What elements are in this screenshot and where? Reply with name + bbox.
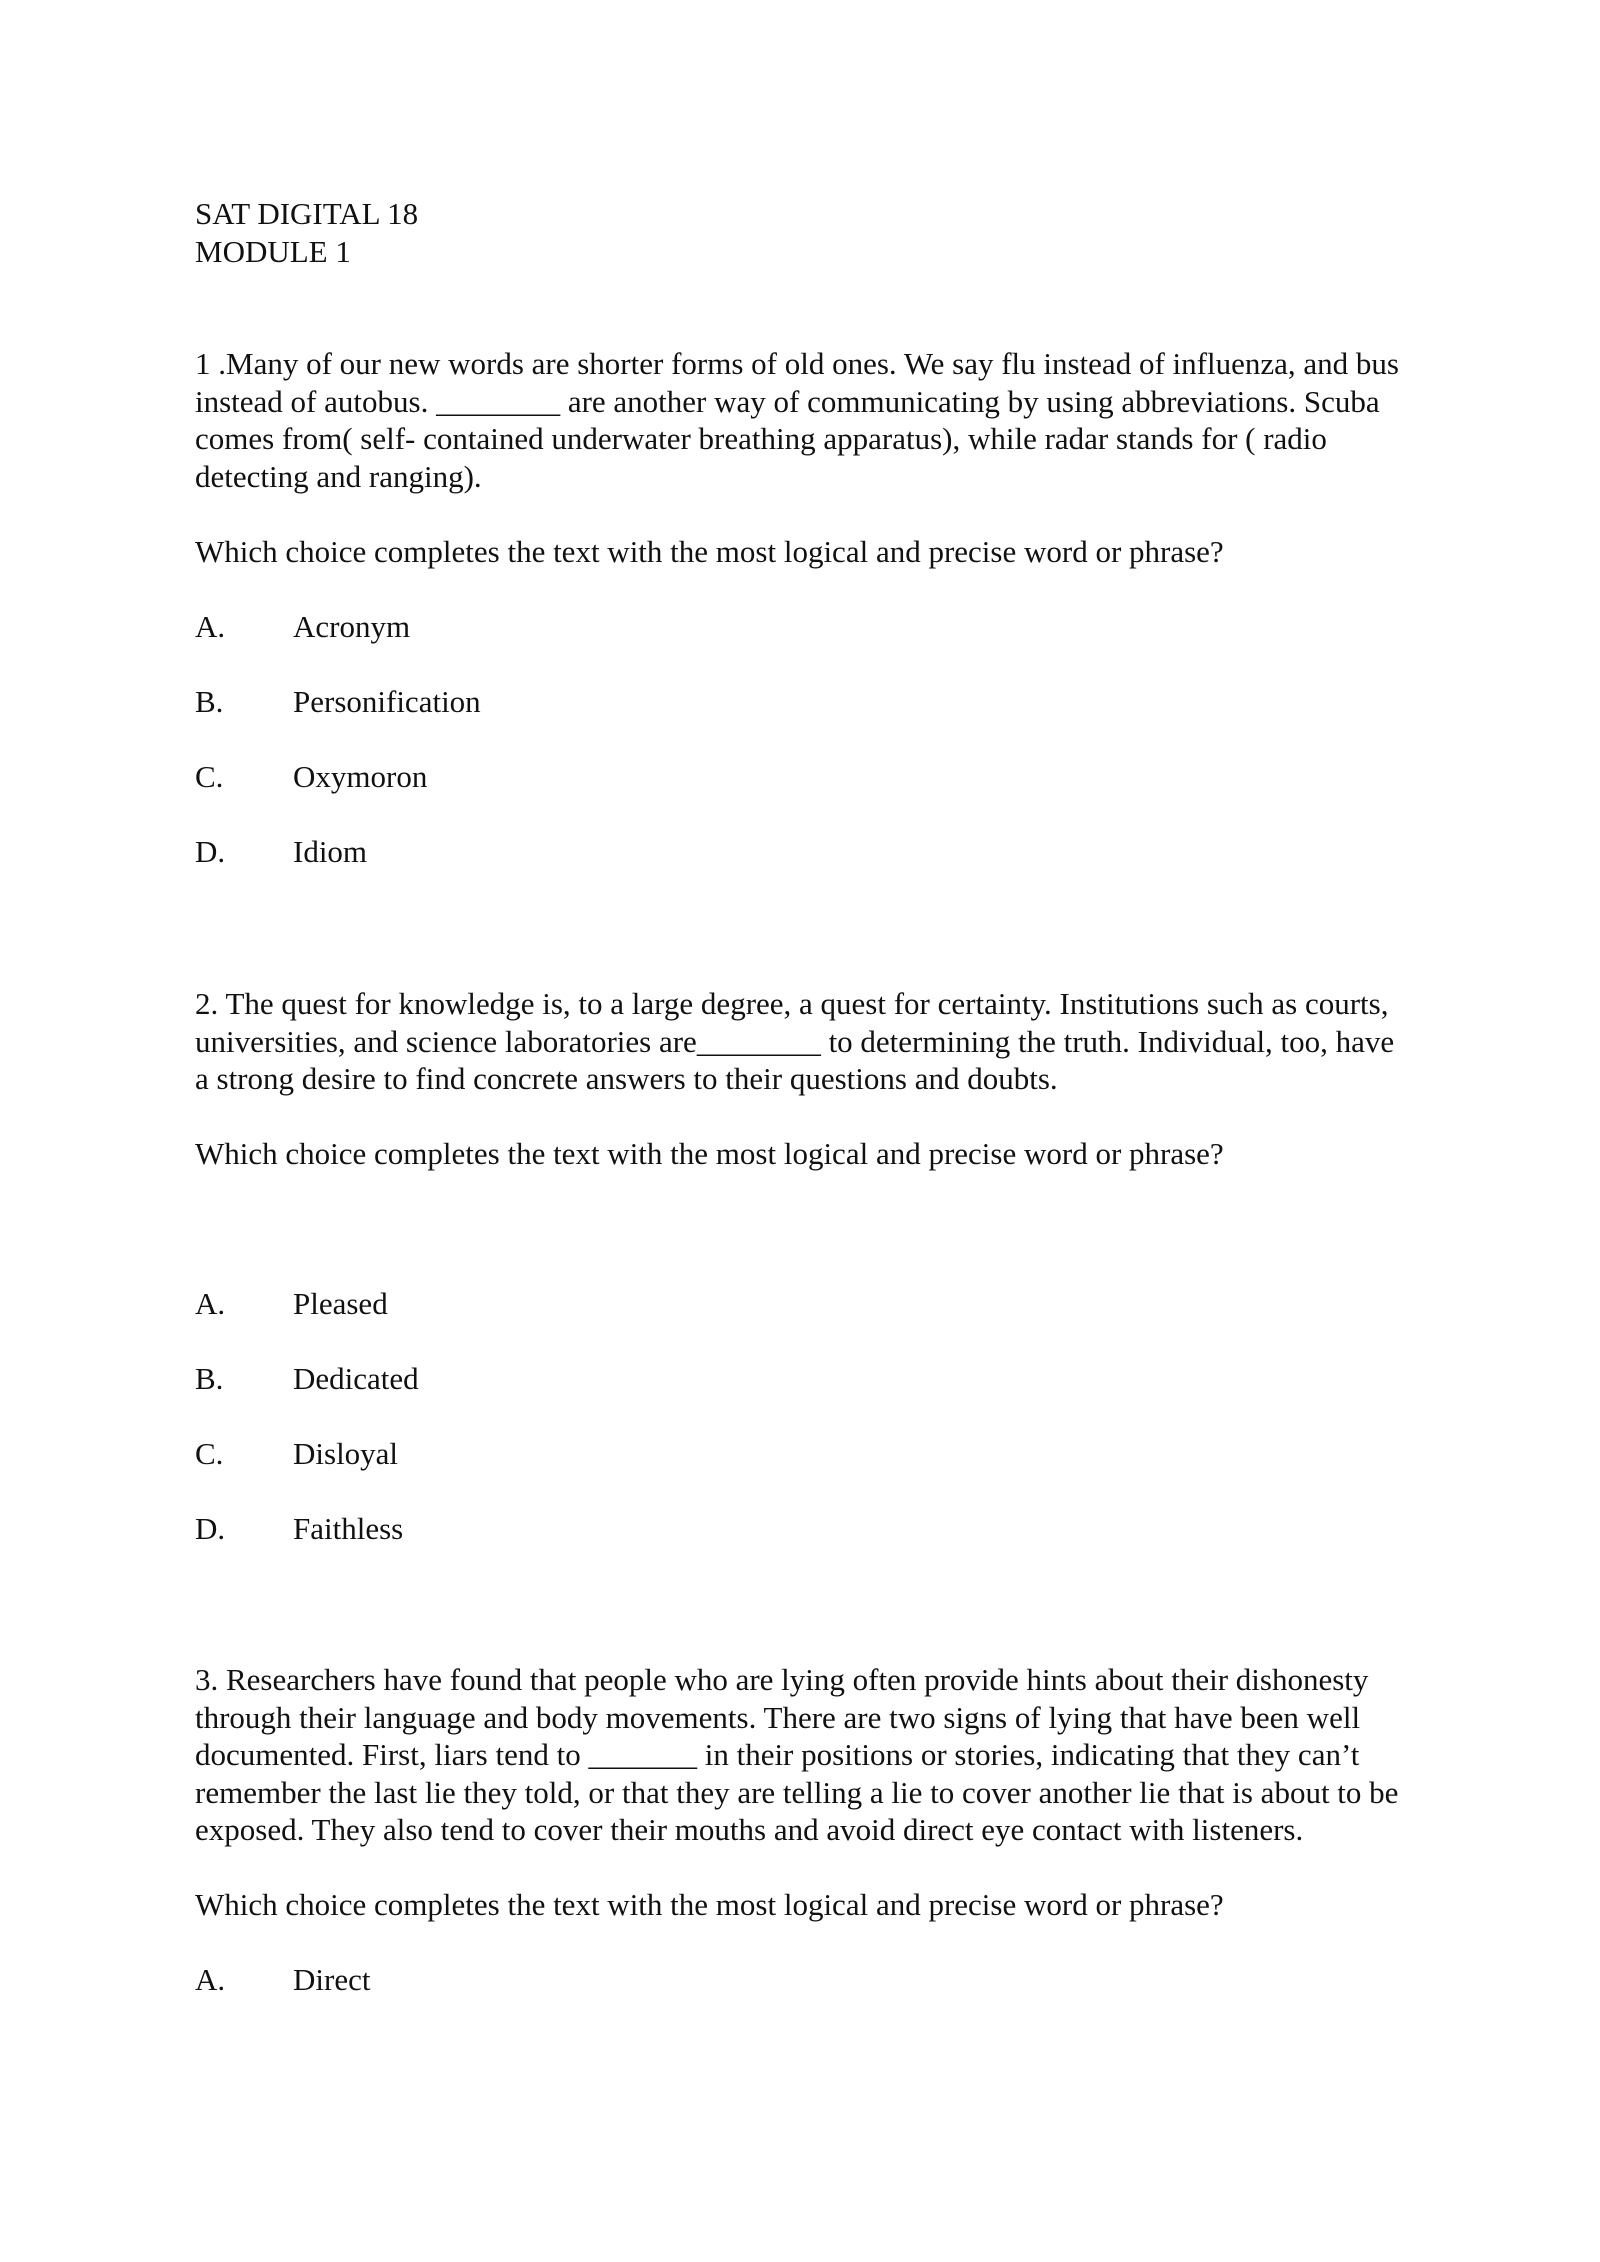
question-1 xyxy=(195,345,1415,870)
module-title: MODULE 1 xyxy=(195,233,351,269)
question-prompt: Which choice completes the text with the most logical and precise word or phrase? xyxy=(195,1887,1224,1922)
answer-choice-a xyxy=(195,1285,1415,1323)
choice-text: Dedicated xyxy=(293,1360,419,1396)
choice-text: Direct xyxy=(293,1962,371,1997)
answer-choice-c xyxy=(195,1435,1415,1473)
question-stem: 3. Researchers have found that people who are lying often provide hints about their dishonesty through their language and body movements. There are two signs of lying that have been well documented. First, liars tend to _______ in their positions or stories, indicating that they can’t remember the last lie they told, or that they are telling a lie to cover another lie that is about to be exposed. They also tend to cover their mouths and avoid direct eye contact with listeners. xyxy=(195,1662,1399,1847)
choice-text: Pleased xyxy=(293,1285,388,1321)
choice-letter: D. xyxy=(195,1510,226,1546)
choice-letter: B. xyxy=(195,683,224,719)
question-stem: 2. The quest for knowledge is, to a large degree, a quest for certainty. Institutions such as courts, universities, and science laboratories are________ to determining the truth. Individual, too, have a strong desire to find concrete answers to their questions and doubts. xyxy=(195,986,1395,1096)
answer-choice-a xyxy=(195,608,1415,646)
choice-letter: A. xyxy=(195,1285,226,1321)
answer-choice-b xyxy=(195,683,1415,721)
answer-choice-d xyxy=(195,1510,1415,1548)
choice-letter: B. xyxy=(195,1360,224,1396)
answer-choices xyxy=(195,1961,1415,1999)
choice-text: Faithless xyxy=(293,1510,404,1546)
document-header xyxy=(195,195,1415,270)
answer-choice-b xyxy=(195,1360,1415,1398)
choice-text: Oxymoron xyxy=(293,758,428,794)
choice-letter: A. xyxy=(195,1962,226,1997)
choice-text: Acronym xyxy=(293,608,411,644)
question-3 xyxy=(195,1661,1415,1999)
choice-text: Idiom xyxy=(293,833,368,869)
answer-choices xyxy=(195,608,1415,871)
question-prompt: Which choice completes the text with the most logical and precise word or phrase? xyxy=(195,533,1224,569)
answer-choice-a xyxy=(195,1961,1415,1999)
answer-choice-d xyxy=(195,833,1415,871)
question-stem: 1 .Many of our new words are shorter forms of old ones. We say flu instead of influenza, and bus instead of autobus. ________ are another way of communicating by using abbreviations. Scuba comes from( self- contained underwater breathing apparatus), while radar stands for ( radio detecting and ranging). xyxy=(195,346,1399,494)
document-content xyxy=(195,195,1415,1997)
choice-letter: D. xyxy=(195,833,226,869)
choice-text: Disloyal xyxy=(293,1435,399,1471)
question-2 xyxy=(195,985,1415,1547)
question-prompt: Which choice completes the text with the most logical and precise word or phrase? xyxy=(195,1136,1224,1171)
choice-letter: C. xyxy=(195,758,224,794)
answer-choice-c xyxy=(195,758,1415,796)
choice-letter: A. xyxy=(195,608,226,644)
document-title: SAT DIGITAL 18 xyxy=(195,196,419,231)
choice-text: Personification xyxy=(293,683,481,719)
answer-choices xyxy=(195,1285,1415,1548)
choice-letter: C. xyxy=(195,1435,224,1471)
